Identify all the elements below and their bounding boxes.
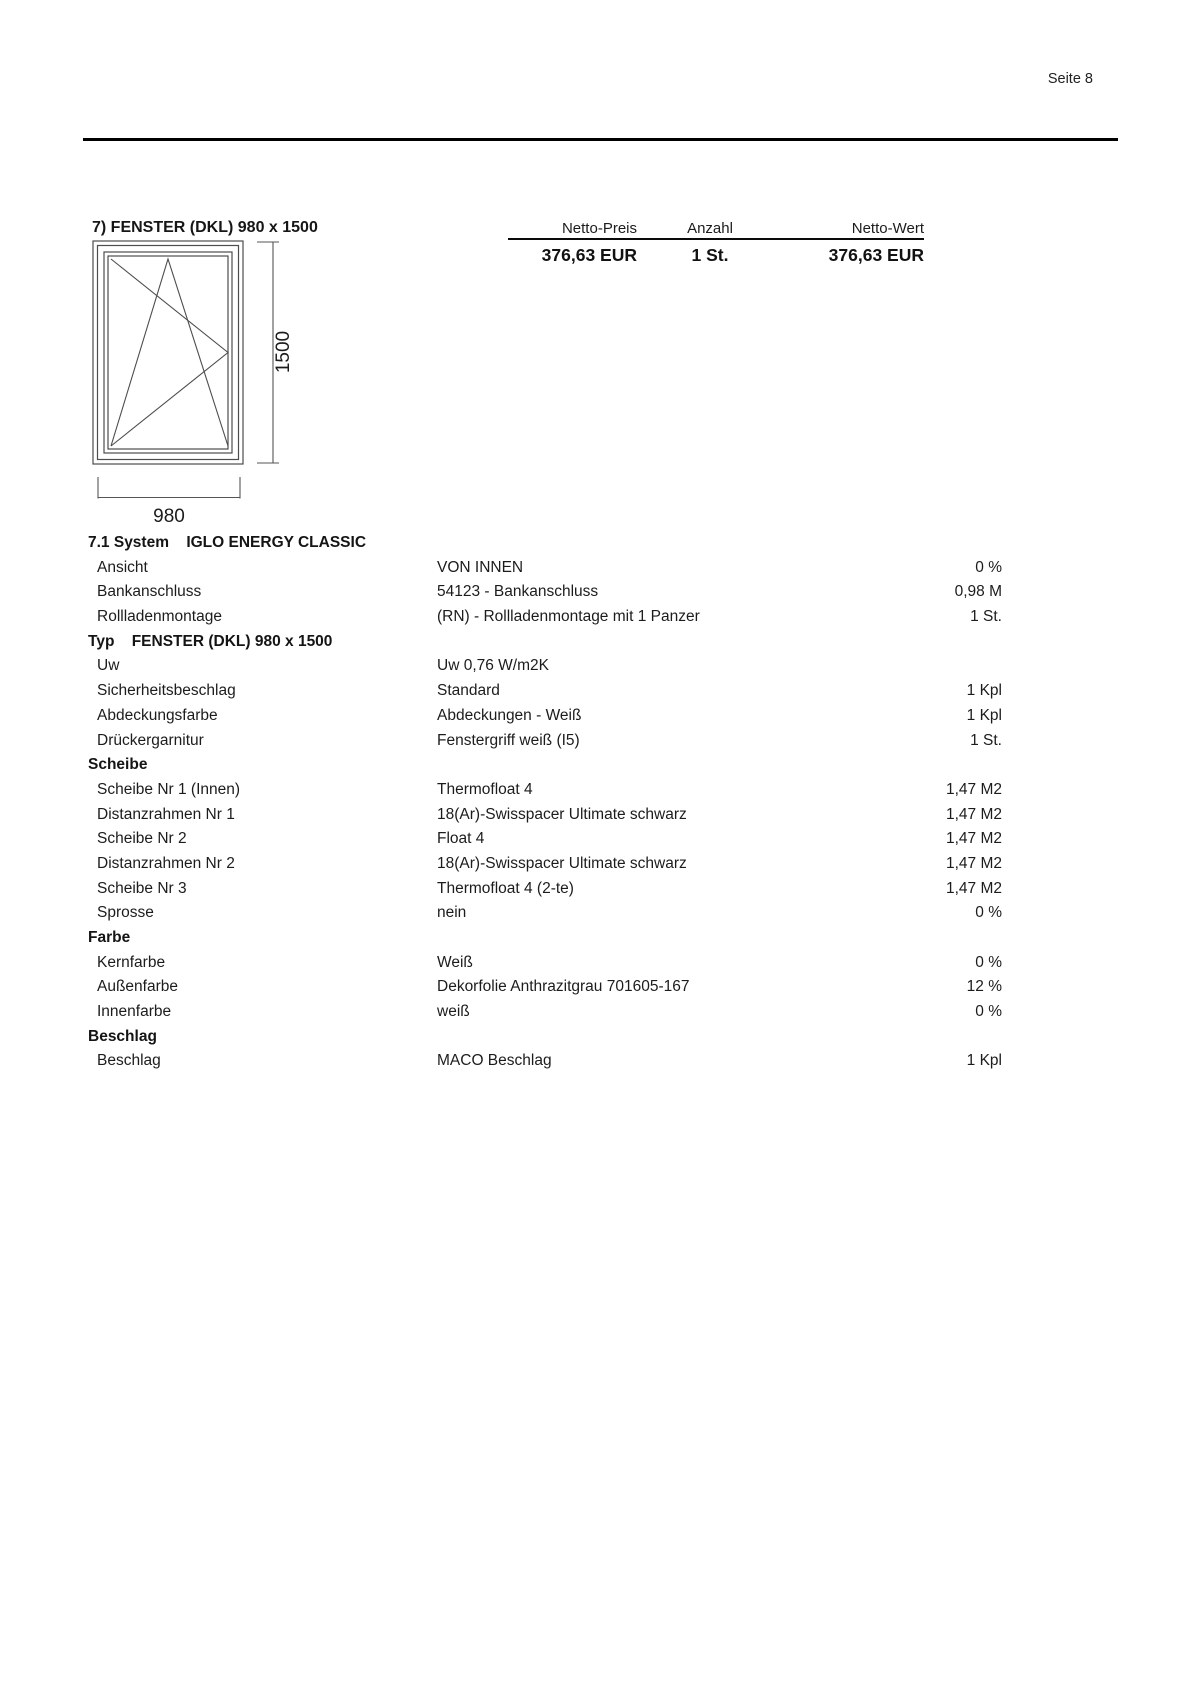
spec-label: Uw — [97, 657, 120, 675]
width-dimension-label: 980 — [153, 506, 185, 527]
glass-rect — [108, 256, 228, 449]
column-header-underline — [508, 238, 924, 240]
spec-amount: 1 Kpl — [966, 682, 1002, 700]
spec-section-row — [88, 1025, 1002, 1050]
spec-row — [88, 803, 1002, 828]
spec-label: Bankanschluss — [97, 583, 202, 601]
spec-amount: 1,47 M2 — [945, 780, 1002, 798]
spec-row — [88, 704, 1002, 729]
spec-label: Drückergarnitur — [97, 731, 204, 749]
spec-amount: 1,47 M2 — [945, 805, 1002, 823]
spec-value: Standard — [437, 682, 500, 700]
spec-amount: 1,47 M2 — [945, 830, 1002, 848]
spec-label: Innenfarbe — [97, 1003, 172, 1021]
spec-section-name: Scheibe — [88, 756, 148, 774]
spec-value: 18(Ar)-Swisspacer Ultimate schwarz — [437, 805, 687, 823]
spec-value: Thermofloat 4 (2-te) — [437, 879, 574, 897]
sash-outer-rect — [104, 252, 232, 453]
spec-label: Distanzrahmen Nr 2 — [97, 854, 235, 872]
spec-label: Distanzrahmen Nr 1 — [97, 805, 235, 823]
spec-label: Beschlag — [97, 1052, 161, 1070]
spec-row — [88, 975, 1002, 1000]
header-rule — [83, 138, 1118, 141]
spec-section-name: FENSTER (DKL) 980 x 1500 — [131, 632, 333, 650]
spec-value: Thermofloat 4 — [437, 780, 533, 798]
spec-row — [88, 1000, 1002, 1025]
spec-row — [88, 556, 1002, 581]
turn-symbol-lines — [111, 259, 228, 446]
page-number: Seite 8 — [1047, 71, 1093, 87]
spec-amount: 0 % — [975, 904, 1002, 922]
spec-label: Scheibe Nr 1 (Innen) — [97, 780, 241, 798]
opening-symbol — [111, 259, 228, 446]
spec-value: VON INNEN — [437, 558, 524, 576]
spec-amount: 1 Kpl — [966, 1052, 1002, 1070]
spec-label: Scheibe Nr 2 — [97, 830, 187, 848]
spec-row — [88, 679, 1002, 704]
spec-value: weiß — [437, 1003, 470, 1021]
spec-amount: 0 % — [975, 953, 1002, 971]
spec-section-row — [88, 926, 1002, 951]
spec-amount: 1 St. — [970, 608, 1002, 626]
width-dimension — [98, 477, 240, 499]
spec-amount: 1 Kpl — [966, 706, 1002, 724]
column-header-netto-preis: Netto-Preis — [561, 220, 637, 237]
spec-section-row — [88, 753, 1002, 778]
spec-section-prefix: 7.1 System — [88, 534, 169, 551]
spec-row — [88, 778, 1002, 803]
column-header-anzahl: Anzahl — [687, 220, 733, 237]
spec-section-name: Farbe — [88, 929, 131, 946]
spec-value: Weiß — [437, 953, 473, 971]
netto-wert-value: 376,63 EUR — [828, 245, 924, 265]
spec-row — [88, 654, 1002, 679]
spec-amount: 1 St. — [970, 731, 1002, 749]
spec-row — [88, 951, 1002, 976]
spec-value: MACO Beschlag — [437, 1052, 552, 1070]
spec-row — [88, 852, 1002, 877]
window-drawing — [83, 238, 313, 538]
anzahl-value: 1 St. — [691, 245, 729, 265]
spec-section-prefix: Typ — [88, 632, 115, 650]
spec-value: (RN) - Rollladenmontage mit 1 Panzer — [437, 608, 700, 626]
spec-section-name: IGLO ENERGY CLASSIC — [186, 534, 367, 551]
item-title: 7) FENSTER (DKL) 980 x 1500 — [92, 219, 318, 236]
tilt-symbol-lines — [111, 259, 228, 446]
frame-inner-rect — [98, 246, 239, 460]
spec-row — [88, 877, 1002, 902]
spec-amount: 1,47 M2 — [945, 879, 1002, 897]
spec-section-row — [88, 630, 1002, 655]
height-dimension-label: 1500 — [273, 330, 294, 374]
spec-label: Kernfarbe — [97, 953, 166, 971]
spec-row — [88, 580, 1002, 605]
spec-row — [88, 827, 1002, 852]
spec-label: Sprosse — [97, 904, 154, 922]
spec-value: Uw 0,76 W/m2K — [437, 657, 549, 675]
spec-value: Fenstergriff weiß (I5) — [437, 731, 580, 749]
spec-amount: 1,47 M2 — [945, 854, 1002, 872]
spec-table — [88, 531, 1002, 1074]
spec-amount: 0 % — [975, 558, 1002, 576]
column-header-netto-wert: Netto-Wert — [851, 220, 924, 237]
spec-amount: 0,98 M — [954, 583, 1002, 601]
netto-preis-value: 376,63 EUR — [541, 245, 637, 265]
spec-label: Abdeckungsfarbe — [97, 706, 218, 724]
spec-row — [88, 1049, 1002, 1074]
spec-label: Sicherheitsbeschlag — [97, 682, 236, 700]
spec-label: Scheibe Nr 3 — [97, 879, 187, 897]
spec-value: nein — [437, 904, 467, 922]
spec-label: Ansicht — [97, 558, 148, 576]
spec-value: Float 4 — [437, 830, 485, 848]
spec-row — [88, 901, 1002, 926]
spec-label: Rollladenmontage — [97, 608, 222, 626]
spec-value: Dekorfolie Anthrazitgrau 701605-167 — [437, 978, 690, 996]
spec-amount: 12 % — [966, 978, 1002, 996]
spec-label: Außenfarbe — [97, 978, 178, 996]
spec-row — [88, 605, 1002, 630]
spec-section-name: Beschlag — [88, 1027, 157, 1045]
spec-amount: 0 % — [975, 1003, 1002, 1021]
spec-section-row — [88, 531, 1002, 556]
spec-value: 54123 - Bankanschluss — [437, 583, 599, 601]
spec-value: 18(Ar)-Swisspacer Ultimate schwarz — [437, 854, 687, 872]
spec-row — [88, 729, 1002, 754]
spec-value: Abdeckungen - Weiß — [437, 706, 582, 724]
